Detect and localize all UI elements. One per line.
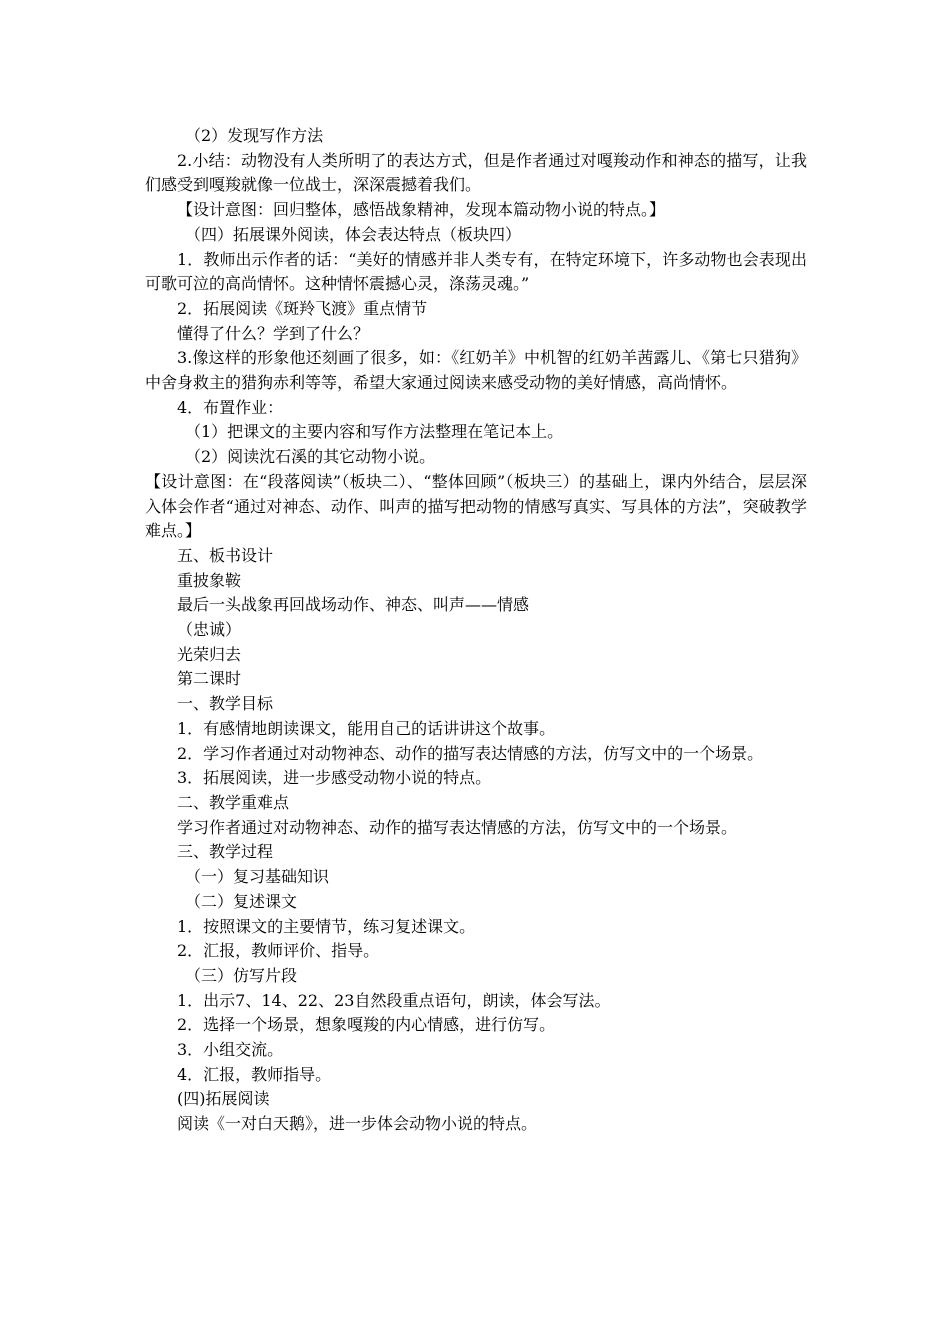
paragraph: 五、板书设计 [177, 545, 274, 565]
paragraph: 2．选择一个场景，想象嘎羧的内心情感，进行仿写。 [177, 1015, 556, 1035]
paragraph: 三、教学过程 [177, 842, 274, 862]
paragraph: 【设计意图：在“段落阅读”（板块二）、“整体回顾”（板块三）的基础上，课内外结合，层层深入体会作者“通过对神态、动作、叫声的描写把动物的情感写真实、写具体的方法”，突破教学难点。】 [145, 471, 807, 541]
paragraph: 2．拓展阅读《斑羚飞渡》重点情节 [177, 298, 428, 318]
paragraph: 2．汇报，教师评价、指导。 [177, 941, 380, 961]
paragraph: 懂得了什么？学到了什么？ [177, 323, 370, 343]
paragraph: （2）阅读沈石溪的其它动物小说。 [185, 447, 436, 467]
paragraph: 最后一头战象再回战场动作、神态、叫声——情感 [177, 595, 530, 615]
paragraph: 【设计意图：回归整体，感悟战象精神，发现本篇动物小说的特点。】 [177, 200, 666, 220]
paragraph: 4．布置作业： [177, 397, 284, 417]
paragraph: 2．学习作者通过对动物神态、动作的描写表达情感的方法，仿写文中的一个场景。 [177, 743, 764, 763]
paragraph: （三）仿写片段 [185, 965, 298, 985]
paragraph: 1．按照课文的主要情节，练习复述课文。 [177, 916, 476, 936]
paragraph: 1．教师出示作者的话：“美好的情感并非人类专有，在特定环境下，许多动物也会表现出可歌可泣的高尚情怀。这种情怀震撼心灵，涤荡灵魂。” [145, 249, 807, 294]
paragraph: 光荣归去 [177, 644, 242, 664]
paragraph: 一、教学目标 [177, 694, 274, 714]
paragraph: （忠诚） [177, 620, 242, 640]
paragraph: 重披象鞍 [177, 570, 242, 590]
paragraph: 1．有感情地朗读课文，能用自己的话讲讲这个故事。 [177, 718, 556, 738]
paragraph: 3.像这样的形象他还刻画了很多，如：《红奶羊》中机智的红奶羊茜露儿、《第七只猎狗》中舍身救主的猎狗赤利等等，希望大家通过阅读来感受动物的美好情感，高尚情怀。 [145, 348, 807, 393]
paragraph: （2）发现写作方法 [185, 126, 324, 145]
paragraph: (四)拓展阅读 [177, 1089, 270, 1109]
paragraph: 4．汇报，教师指导。 [177, 1064, 332, 1084]
paragraph: 学习作者通过对动物神态、动作的描写表达情感的方法，仿写文中的一个场景。 [177, 817, 738, 837]
paragraph: （1）把课文的主要内容和写作方法整理在笔记本上。 [185, 422, 564, 442]
paragraph: 第二课时 [177, 669, 242, 689]
paragraph: 3．小组交流。 [177, 1040, 284, 1060]
paragraph: （一）复习基础知识 [185, 867, 330, 887]
document-body [145, 124, 807, 1137]
paragraph: 二、教学重难点 [177, 792, 290, 812]
paragraph: 阅读《一对白天鹅》，进一步体会动物小说的特点。 [177, 1114, 538, 1134]
paragraph: 1．出示7、14、22、23自然段重点语句，朗读，体会写法。 [177, 990, 611, 1010]
paragraph: 3．拓展阅读，进一步感受动物小说的特点。 [177, 768, 492, 788]
paragraph: 2.小结：动物没有人类所明了的表达方式，但是作者通过对嘎羧动作和神态的描写，让我们感受到嘎羧就像一位战士，深深震撼着我们。 [145, 150, 807, 195]
paragraph: （四）拓展课外阅读，体会表达特点（板块四） [185, 224, 522, 244]
paragraph: （二）复述课文 [185, 891, 298, 911]
